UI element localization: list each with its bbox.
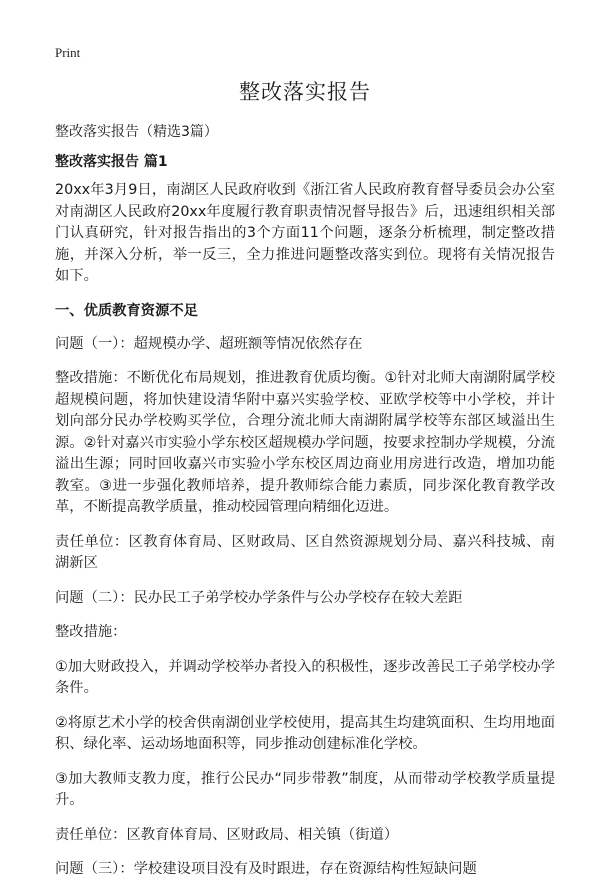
responsible-units-1: 责任单位：区教育体育局、区财政局、区自然资源规划分局、嘉兴科技城、南湖新区	[55, 533, 555, 571]
measures-2-label: 整改措施：	[55, 624, 127, 640]
measures-2-item-2: ②将原艺术小学的校舍供南湖创业学校使用，提高其生均建筑面积、生均用地面积、绿化率、运动场地面积等，同步推动创建标准化学校。	[55, 714, 555, 752]
print-label: Print	[55, 45, 81, 60]
problem-2: 问题（二）：民办民工子弟学校办学条件与公办学校存在较大差距	[55, 589, 463, 606]
measures-2-item-3: ③加大教师支教力度，推行公民办“同步带教”制度，从而带动学校教学质量提升。	[55, 770, 555, 808]
problem-3: 问题（三）：学校建设项目没有及时跟进，存在资源结构性短缺问题	[55, 861, 477, 877]
part-heading: 整改落实报告 篇1	[55, 154, 168, 170]
intro-paragraph: 20xx年3月9日，南湖区人民政府收到《浙江省人民政府教育督导委员会办公室对南湖区人民政府20xx年度履行教育职责情况督导报告》后，迅速组织相关部门认真研究，针对报告指出的3个方面11个问题，逐条分析梳理，制定整改措施，并深入分析，举一反三，全力推进问题整改落实到位。现将有关情况报告如下。	[55, 182, 555, 284]
document-title: 整改落实报告	[239, 80, 371, 104]
responsible-units-2: 责任单位：区教育体育局、区财政局、相关镇（街道）	[55, 826, 399, 843]
document-subtitle: 整改落实报告（精选3篇）	[55, 124, 218, 140]
document-page	[55, 44, 555, 894]
problem-1: 问题（一）：超规模办学、超班额等情况依然存在	[55, 335, 363, 352]
section-heading: 一、优质教育资源不足	[55, 302, 198, 319]
measures-1: 整改措施：不断优化布局规划，推进教育优质均衡。①针对北师大南湖附属学校超规模问题，将加快建设清华附中嘉兴实验学校、亚欧学校等中小学校，并计划向部分民办学校购买学位，合理分流北师大南湖附属学校等东部区域溢出生源。②针对嘉兴市实验小学东校区超规模办学问题，按要求控制办学规模，分流溢出生源；同时回收嘉兴市实验小学东校区周边商业用房进行改造，增加功能教室。③进一步强化教师培养，提升教师综合能力素质，同步深化教育教学改革，不断提高教学质量，推动校园管理向精细化迈进。	[55, 370, 555, 515]
measures-2-item-1: ①加大财政投入，并调动学校举办者投入的积极性，逐步改善民工子弟学校办学条件。	[55, 658, 555, 696]
